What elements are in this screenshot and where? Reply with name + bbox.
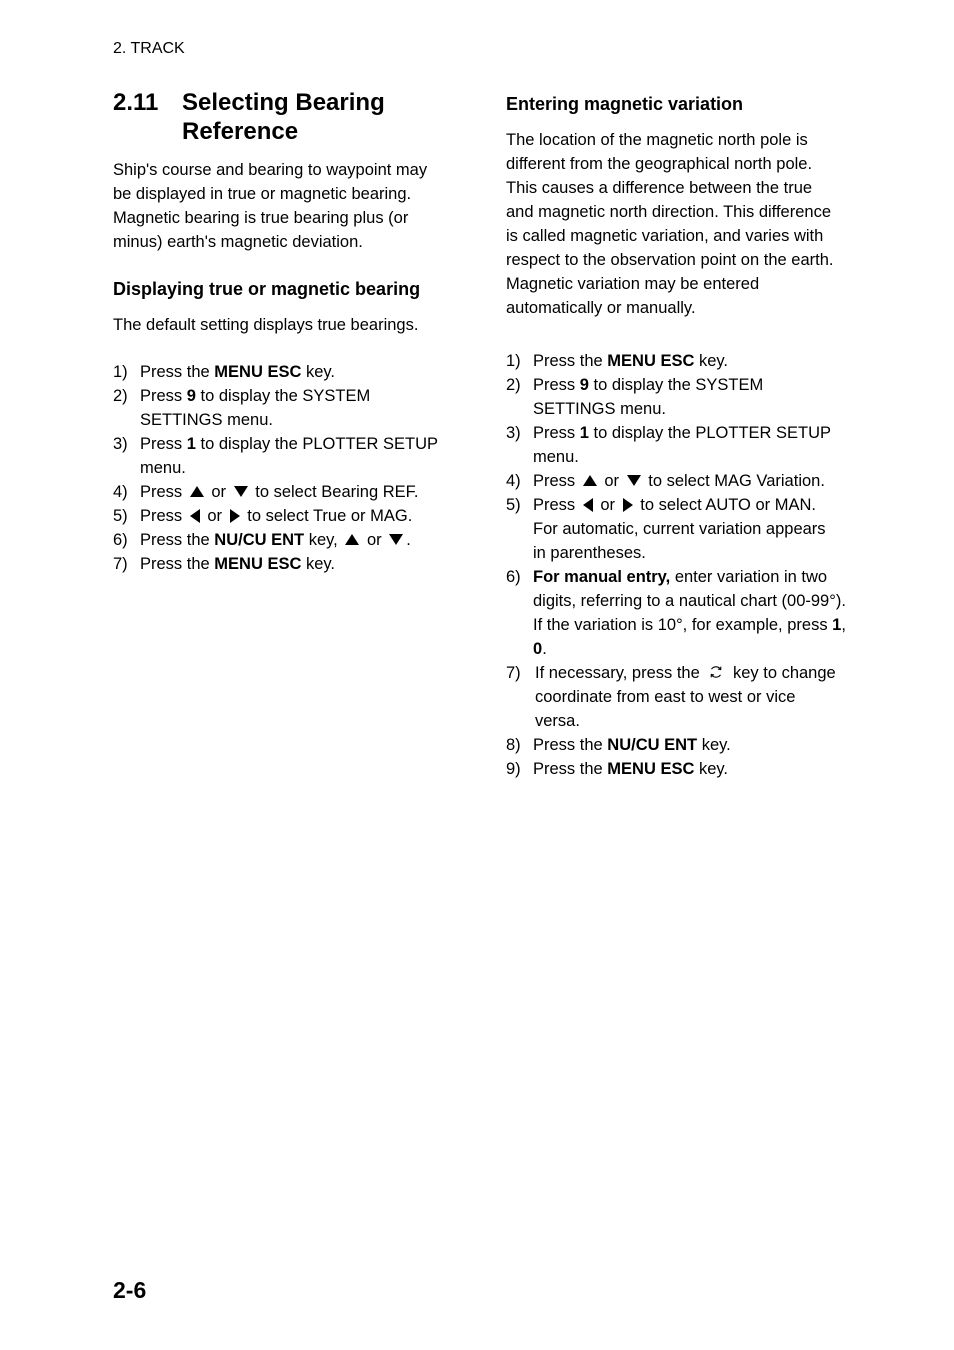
up-arrow-icon: [190, 486, 204, 497]
up-arrow-icon: [583, 475, 597, 486]
up-arrow-icon: [345, 534, 359, 545]
section-title-line1: Selecting Bearing: [182, 89, 385, 116]
left-column: [113, 88, 473, 576]
down-arrow-icon: [389, 534, 403, 545]
left-arrow-icon: [190, 509, 200, 523]
list-item: 2) Press 9 to display the SYSTEM SETTINGS menu.: [113, 387, 371, 429]
subheading-magnetic-variation: Entering magnetic variation: [506, 94, 744, 114]
list-item: 7) If necessary, press the key to change coordinate from east to west or vice versa.: [506, 664, 836, 730]
list-item: 4) Press or to select Bearing REF.: [113, 483, 419, 501]
left-arrow-icon: [583, 498, 593, 512]
page-number: 2-6: [113, 1277, 147, 1303]
list-item: 6) Press the NU/CU ENT key, or .: [113, 531, 411, 549]
list-item: 3) Press 1 to display the PLOTTER SETUP menu.: [113, 435, 439, 477]
down-arrow-icon: [234, 486, 248, 497]
list-item: 5) Press or to select True or MAG.: [113, 507, 413, 525]
list-item: 9) Press the MENU ESC key.: [506, 760, 729, 778]
running-head: 2. TRACK: [113, 40, 185, 57]
cycle-key-icon: [708, 664, 724, 680]
section-title-line2: Reference: [182, 118, 299, 145]
right-arrow-icon: [230, 509, 240, 523]
list-item: 2) Press 9 to display the SYSTEM SETTINGS menu.: [506, 376, 764, 418]
list-item: 7) Press the MENU ESC key.: [113, 555, 336, 573]
section-number: 2.11: [113, 89, 159, 116]
right-arrow-icon: [623, 498, 633, 512]
list-item: 4) Press or to select MAG Variation.: [506, 472, 825, 490]
down-arrow-icon: [627, 475, 641, 486]
right-column: [506, 92, 872, 781]
section-intro: Ship's course and bearing to waypoint may be displayed in true or magnetic bearing. Magnetic bearing is true bearing plus (or minus) earth's magnetic deviation.: [113, 161, 428, 251]
display-steps: [113, 360, 473, 576]
subheading-display-bearing: Displaying true or magnetic bearing: [113, 279, 421, 299]
list-item: 5) Press or to select AUTO or MAN. For automatic, current variation appears in parentheses.: [506, 496, 826, 562]
list-item: 3) Press 1 to display the PLOTTER SETUP menu.: [506, 424, 832, 466]
list-item: 1) Press the MENU ESC key.: [506, 352, 729, 370]
magnetic-intro: The location of the magnetic north pole is different from the geographical north pole. This causes a difference between the true and magnetic north direction. This difference is called magnetic variation, and varies with respect to the observation point on the earth. Magnetic variation may be entered automatically or manually.: [506, 131, 834, 317]
display-intro: The default setting displays true bearings.: [113, 316, 419, 334]
list-item: 1) Press the MENU ESC key.: [113, 363, 336, 381]
section-title: [113, 88, 473, 146]
list-item: 8) Press the NU/CU ENT key.: [506, 736, 731, 754]
list-item: 6) For manual entry, enter variation in two digits, referring to a nautical chart (00-99°). If the variation is 10°, for example, press 1, 0.: [506, 568, 846, 658]
magnetic-steps: [506, 349, 872, 781]
